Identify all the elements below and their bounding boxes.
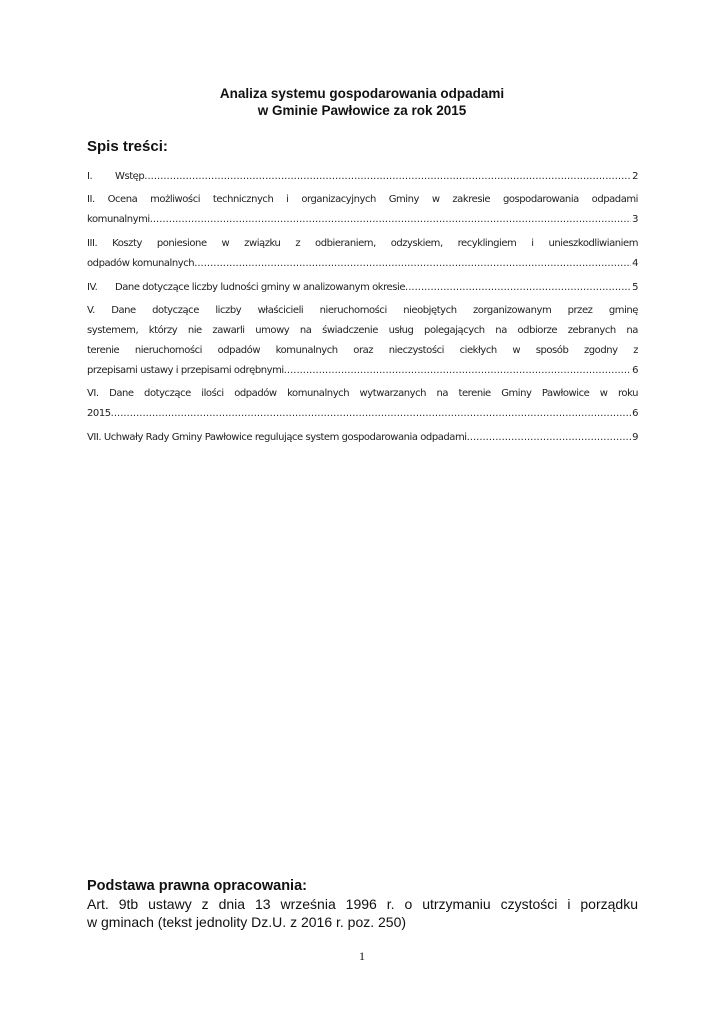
toc-entry-page: 6 [632,408,638,419]
title-line-2: w Gminie Pawłowice za rok 2015 [257,103,467,118]
toc-entry-text: Uchwały Rady Gminy Pawłowice regulujące system gospodarowania odpadami [103,432,467,443]
document-title [0,85,724,119]
page-number: 1 [359,949,365,963]
toc-entry-number: II. [87,194,95,205]
legal-basis-text-line-2: w gminach (tekst jednolity Dz.U. z 2016 r. poz. 250) [87,914,407,930]
toc-entry-number: VII. [87,432,102,443]
toc-entry-page: 5 [632,282,638,293]
toc-entry-3[interactable] [87,234,638,274]
legal-basis-heading: Podstawa prawna opracowania: [87,878,307,894]
toc-entry-number: IV. [87,282,98,293]
toc-entry-number: III. [87,238,98,249]
toc-entry-text: odpadów komunalnych [87,258,195,269]
toc-entry-text: systemem, którzy nie zawarli umowy na świadczenie usług polegających na odbiorze zebranych na [87,325,638,336]
toc-entry-page: 3 [632,214,638,225]
toc-entry-4[interactable] [87,278,638,298]
toc-entry-text: 2015 [87,408,111,419]
toc-entry-text: Dane dotyczące liczby ludności gminy w analizowanym okresie [115,282,406,293]
toc-entry-page: 2 [632,171,638,182]
toc-entry-text: Dane dotyczące liczby właścicieli nieruchomości nieobjętych zorganizowanym przez gminę [111,305,638,316]
title-line-1: Analiza systemu gospodarowania odpadami [219,86,505,101]
toc-entry-1[interactable] [87,167,638,187]
toc-entry-number: V. [87,305,95,316]
toc-entry-text: Dane dotyczące ilości odpadów komunalnych wytwarzanych na terenie Gminy Pawłowice w roku [109,388,638,399]
toc-entry-page: 6 [632,365,638,376]
toc-entry-page: 9 [632,432,638,443]
toc-entry-6[interactable] [87,384,638,424]
toc-entry-text: terenie nieruchomości odpadów komunalnych oraz nieczystości ciekłych w sposób zgodny z [87,345,638,356]
toc-entry-text: Ocena możliwości technicznych i organizacyjnych Gminy w zakresie gospodarowania odpadami [107,194,638,205]
toc-heading: Spis treści: [87,138,168,155]
toc-entry-7[interactable] [87,428,638,448]
toc-entry-text: Koszty poniesione w związku z odbieraniem, odzyskiem, recyklingiem i unieszkodliwianiem [112,238,638,249]
dot-leader [144,167,631,187]
toc-entry-text: komunalnymi [87,214,150,225]
toc-entry-2[interactable] [87,190,638,230]
toc-entry-text: Wstęp [115,171,145,182]
legal-basis-section [87,877,638,931]
toc-entry-page: 4 [632,258,638,269]
dot-leader [405,278,631,298]
dot-leader [111,404,631,424]
toc-entry-text: przepisami ustawy i przepisami odrębnymi [87,365,284,376]
dot-leader [467,428,631,448]
toc-entry-number: I. [87,171,93,182]
dot-leader [194,254,631,274]
dot-leader [284,361,631,381]
dot-leader [150,210,631,230]
legal-basis-text-line-1: Art. 9tb ustawy z dnia 13 września 1996 r. o utrzymaniu czystości i porządku [87,896,638,912]
toc-entry-number: VI. [87,388,99,399]
toc-entry-5[interactable] [87,301,638,381]
